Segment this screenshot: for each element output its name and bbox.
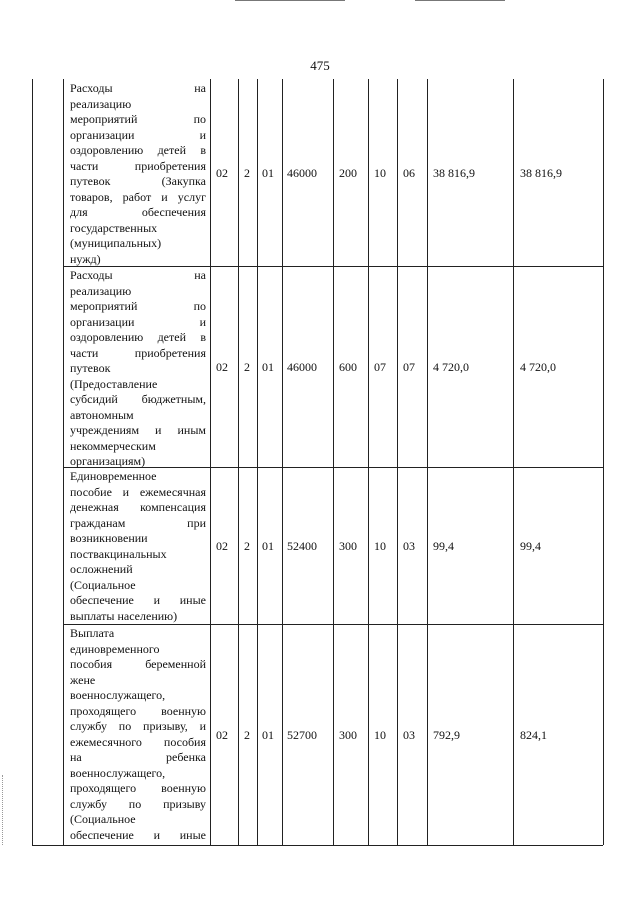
- description-line: возникновении: [70, 531, 148, 545]
- code-cell: 01: [262, 727, 274, 742]
- description-line: обеспечение и иные: [70, 827, 206, 842]
- code-cell: 10: [374, 165, 386, 180]
- description-line: Выплата: [70, 626, 115, 640]
- table-grid-vline: [282, 79, 283, 845]
- description-line: товаров, работ и услуг: [70, 189, 206, 204]
- row-description: [70, 626, 206, 843]
- description-line: обеспечение и иные: [70, 593, 206, 607]
- code-cell: 07: [374, 359, 386, 374]
- description-line: части приобретения: [70, 345, 206, 360]
- amount-cell: 4 720,0: [520, 359, 556, 374]
- description-line: мероприятий по: [70, 112, 206, 126]
- description-line: гражданам при: [70, 515, 206, 530]
- description-line: военнослужащего,: [70, 688, 166, 702]
- table-grid-vline: [427, 79, 428, 845]
- table-grid-vline: [238, 79, 239, 845]
- code-cell: 46000: [287, 165, 317, 180]
- table-grid-vline: [603, 79, 604, 845]
- code-cell: 300: [339, 538, 357, 553]
- description-line: проходящего военную: [70, 781, 206, 795]
- description-line: организации и: [70, 127, 206, 142]
- code-cell: 10: [374, 727, 386, 742]
- table-grid-vline: [397, 79, 398, 845]
- description-line: на ребенка: [70, 750, 206, 764]
- code-cell: 600: [339, 359, 357, 374]
- code-cell: 01: [262, 359, 274, 374]
- code-cell: 01: [262, 165, 274, 180]
- description-line: проходящего военную: [70, 703, 206, 718]
- code-cell: 200: [339, 165, 357, 180]
- scan-top-line-right: [415, 0, 505, 1]
- description-line: организации и: [70, 314, 206, 329]
- code-cell: 07: [403, 359, 415, 374]
- code-cell: 2: [244, 538, 250, 553]
- amount-cell: 792,9: [433, 727, 460, 742]
- table-grid-hline: [63, 624, 603, 625]
- table-grid-vline: [63, 79, 64, 845]
- description-line: некоммерческим: [70, 438, 156, 453]
- description-line: жене: [70, 672, 96, 687]
- amount-cell: 99,4: [433, 538, 454, 553]
- description-line: путевок (Закупка: [70, 174, 206, 188]
- code-cell: 2: [244, 727, 250, 742]
- table-grid-vline: [210, 79, 211, 845]
- description-line: военнослужащего,: [70, 765, 166, 780]
- description-line: единовременного: [70, 641, 160, 656]
- scan-margin-dots: [2, 775, 4, 845]
- description-line: для обеспечения: [70, 205, 206, 219]
- description-line: путевок: [70, 361, 111, 375]
- code-cell: 03: [403, 538, 415, 553]
- description-line: службу по призыву, и: [70, 719, 206, 733]
- description-line: выплаты населению): [70, 608, 178, 623]
- code-cell: 02: [216, 538, 228, 553]
- code-cell: 46000: [287, 359, 317, 374]
- code-cell: 06: [403, 165, 415, 180]
- table-grid-vline: [513, 79, 514, 845]
- description-line: (Социальное: [70, 577, 136, 592]
- table-bottom-line: [32, 845, 603, 846]
- code-cell: 02: [216, 727, 228, 742]
- description-line: реализацию: [70, 283, 132, 298]
- table-grid-vline: [32, 79, 33, 845]
- description-line: пособие и ежемесячная: [70, 484, 206, 499]
- description-line: реализацию: [70, 96, 132, 111]
- description-line: денежная компенсация: [70, 500, 206, 514]
- code-cell: 300: [339, 727, 357, 742]
- amount-cell: 38 816,9: [520, 165, 562, 180]
- code-cell: 01: [262, 538, 274, 553]
- description-line: мероприятий по: [70, 299, 206, 313]
- code-cell: 02: [216, 359, 228, 374]
- code-cell: 10: [374, 538, 386, 553]
- row-description: [70, 268, 206, 470]
- description-line: (Социальное: [70, 812, 136, 826]
- description-line: поствакцинальных: [70, 546, 167, 561]
- code-cell: 02: [216, 165, 228, 180]
- code-cell: 52700: [287, 727, 317, 742]
- description-line: оздоровлению детей в: [70, 330, 206, 344]
- table-grid-vline: [333, 79, 334, 845]
- description-line: учреждениям и иным: [70, 423, 206, 437]
- row-description: [70, 469, 206, 624]
- amount-cell: 4 720,0: [433, 359, 469, 374]
- code-cell: 2: [244, 359, 250, 374]
- row-description: [70, 81, 206, 267]
- description-line: службу по призыву: [70, 796, 206, 811]
- description-line: части приобретения: [70, 158, 206, 173]
- amount-cell: 824,1: [520, 727, 547, 742]
- page-number: 475: [310, 58, 330, 73]
- amount-cell: 99,4: [520, 538, 541, 553]
- description-line: организациям): [70, 454, 146, 468]
- description-line: (муниципальных): [70, 236, 162, 250]
- code-cell: 2: [244, 165, 250, 180]
- description-line: (Предоставление: [70, 376, 158, 391]
- description-line: нужд): [70, 251, 101, 266]
- table-grid-vline: [368, 79, 369, 845]
- description-line: Расходы на: [70, 268, 206, 282]
- description-line: автономным: [70, 407, 134, 422]
- description-line: субсидий бюджетным,: [70, 392, 206, 406]
- description-line: государственных: [70, 220, 158, 235]
- description-line: Единовременное: [70, 469, 157, 483]
- description-line: оздоровлению детей в: [70, 143, 206, 157]
- scan-top-line: [235, 0, 345, 1]
- code-cell: 52400: [287, 538, 317, 553]
- amount-cell: 38 816,9: [433, 165, 475, 180]
- description-line: пособия беременной: [70, 657, 206, 671]
- code-cell: 03: [403, 727, 415, 742]
- description-line: ежемесячного пособия: [70, 734, 206, 749]
- table-grid-vline: [257, 79, 258, 845]
- description-line: Расходы на: [70, 81, 206, 95]
- description-line: осложнений: [70, 562, 133, 576]
